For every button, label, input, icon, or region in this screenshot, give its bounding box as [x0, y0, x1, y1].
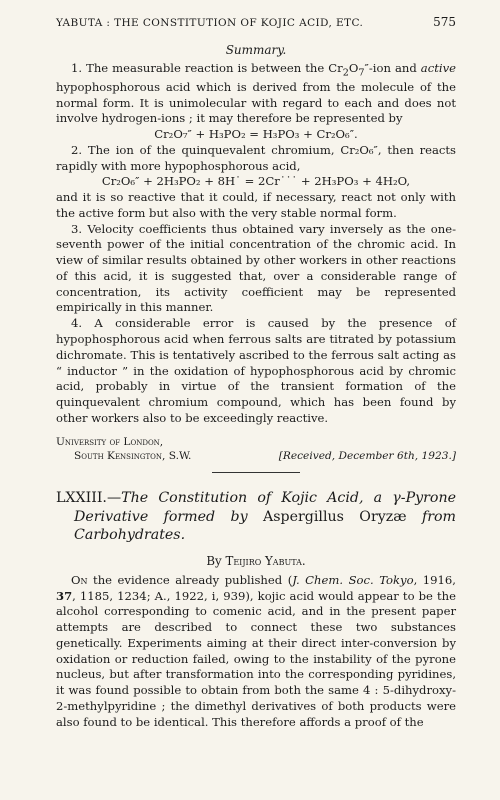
equation-1: Cr₂O₇″ + H₃PO₂ = H₃PO₃ + Cr₂O₆″. [154, 127, 358, 142]
journal-page [56, 14, 456, 794]
affiliation-line-2: South Kensington, S.W. [74, 450, 192, 463]
affiliation [56, 435, 191, 464]
author-name: Teijiro Yabuta. [225, 553, 306, 568]
article-title: LXXIII.—The Constitution of Kojic Acid, a γ-Pyrone Derivative formed by Aspergillus Oryzæ from Carbohydrates. [56, 490, 456, 544]
page-number: 575 [433, 15, 456, 29]
section-divider [212, 472, 300, 473]
summary-item-1: 1. The measurable reaction is between the $Cr_2O_7''$-ion and active hypophosphorous acid which is derived from the molecule of the normal form. It is unimolecular with regard to each and does not involve hydrogen-ions ; it may therefore be represented by [56, 61, 456, 126]
summary-heading: Summary. [225, 43, 287, 57]
received-date: [Received, December 6th, 1923.] [278, 450, 456, 463]
summary-item-3: 3. Velocity coefficients thus obtained vary inversely as the one-seventh power of the initial concentration of the chromic acid. In view of similar results obtained by other workers in other reactions of this acid, it is suggested that, over a considerable range of concentration, its activity coefficient may be represented empirically in this manner. [56, 221, 456, 315]
summary-item-2a: 2. The ion of the quinquevalent chromium, Cr₂O₆″, then reacts rapidly with more hypophosphorous acid, [56, 142, 456, 173]
summary-item-4: 4. A considerable error is caused by the presence of hypophosphorous acid when ferrous salts are titrated by potassium dichromate. This is tentatively ascribed to the ferrous salt acting as “ inductor ” in the oxidation of hypophosphorous acid by chromic acid, probably in virtue of the transient formation of the quinquevalent chromium compound, which has been found by other workers also to be exceedingly reactive. [56, 316, 456, 425]
running-head [56, 14, 456, 34]
affiliation-line-1: University of London, [56, 435, 164, 448]
running-head-title: YABUTA : THE CONSTITUTION OF KOJIC ACID, ETC. [56, 17, 364, 29]
affiliation-block [56, 435, 456, 464]
article-body-paragraph: On the evidence already published (J. Chem. Soc. Tokyo, 1916, 37, 1185, 1234; A., 1922, i, 939), kojic acid would appear to be the alcohol corresponding to comenic acid, and in the present paper attempts are described to connect these two substances genetically. Experiments aiming at their direct inter-conversion by oxidation or reduction failed, owing to the instability of the pyrone nucleus, but after transformation into the corresponding pyridines, it was found possible to obtain from both the same 4 : 5-dihydroxy-2-methylpyridine ; the dimethyl derivatives of both products were also found to be identical. This therefore affords a proof of the [56, 572, 456, 729]
byline: By Teijiro Yabuta. [206, 553, 306, 568]
summary-item-2b: and it is so reactive that it could, if necessary, react not only with the active form but also with the very stable normal form. [56, 190, 456, 220]
article-number: LXXIII.— [56, 490, 122, 507]
equation-2: Cr₂O₆″ + 2H₃PO₂ + 8H˙ = 2Cr˙˙˙ + 2H₃PO₃ + 4H₂O, [101, 174, 411, 189]
